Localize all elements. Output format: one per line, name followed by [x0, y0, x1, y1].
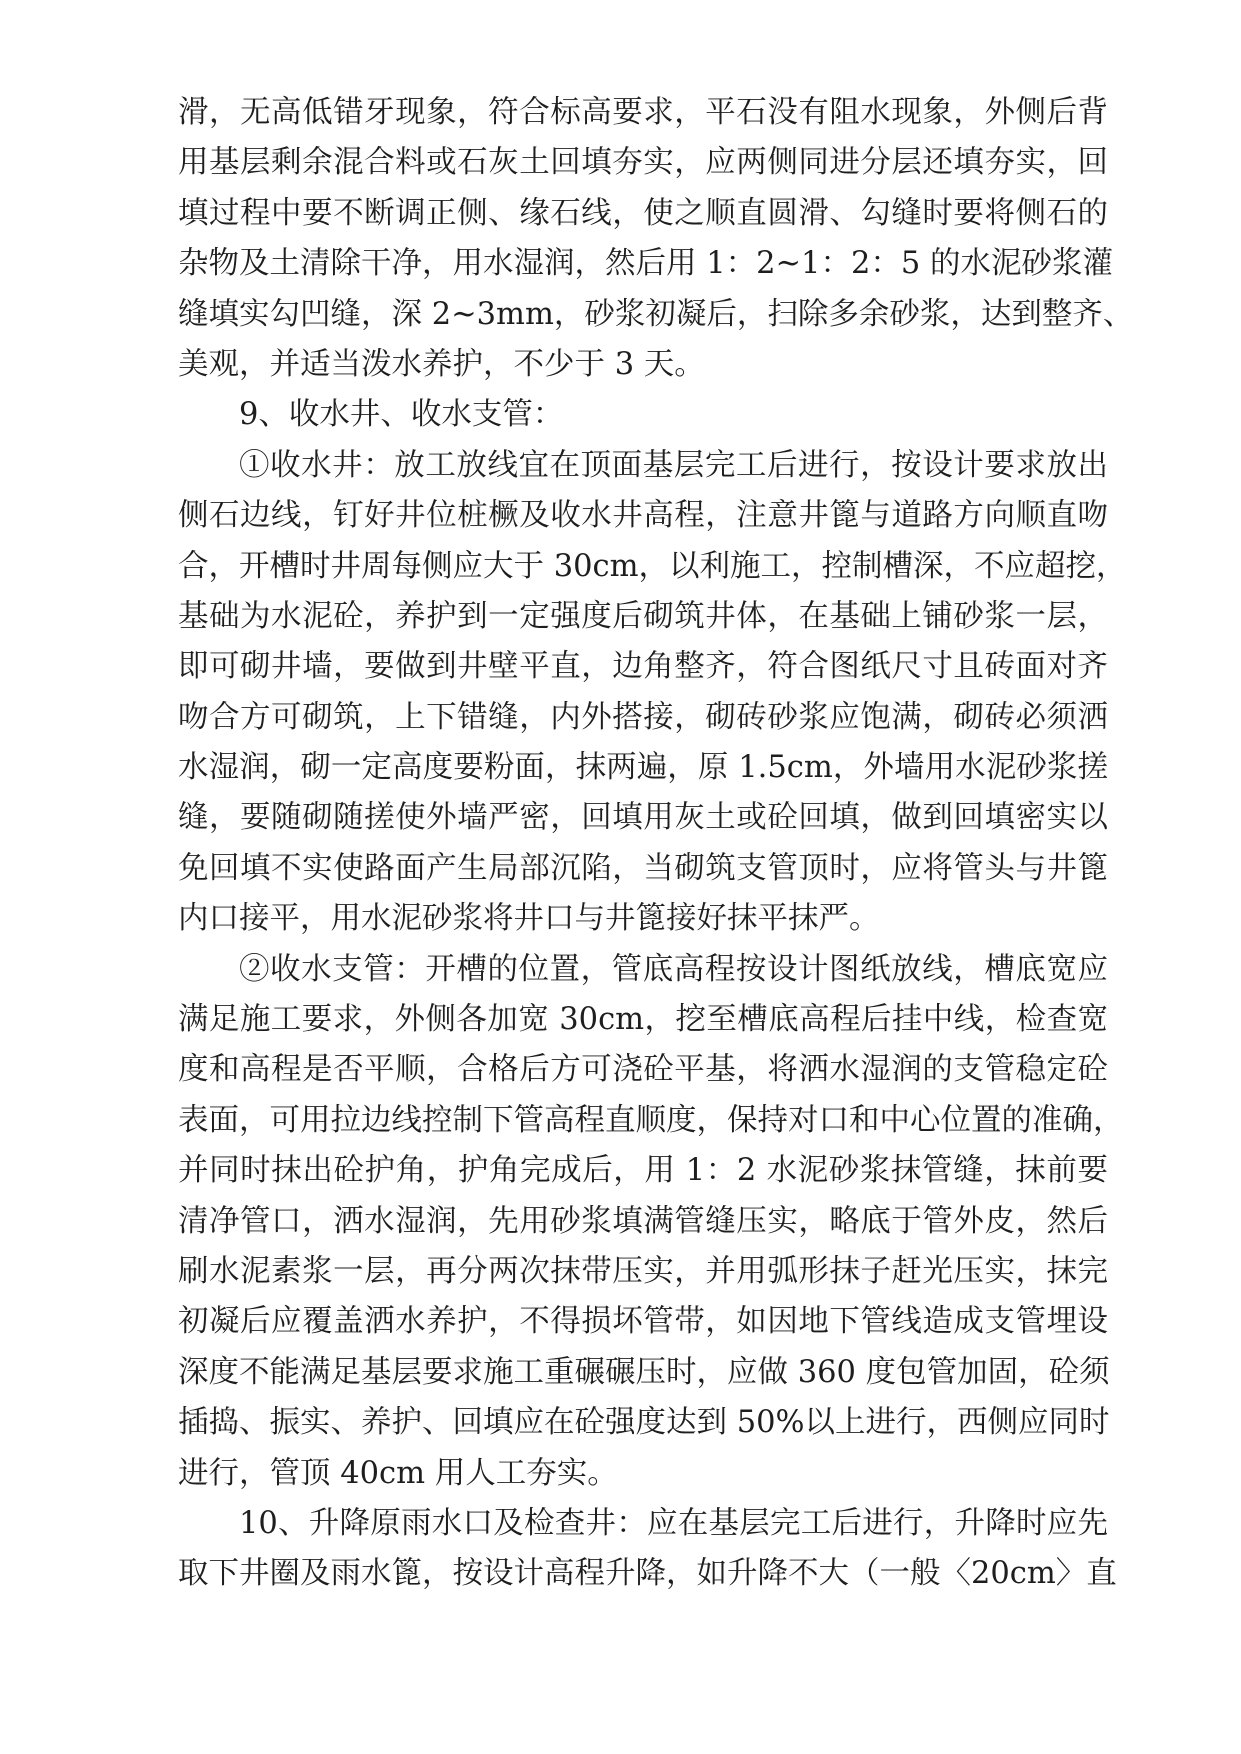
text-line: 缝填实勾凹缝，深 2~3mm，砂浆初凝后，扫除多余砂浆，达到整齐、: [178, 296, 1134, 332]
text-line: 清净管口，洒水湿润，先用砂浆填满管缝压实，略底于管外皮，然后: [178, 1203, 1108, 1239]
text-line: 度和高程是否平顺，合格后方可浇砼平基，将洒水湿润的支管稳定砼: [178, 1052, 1108, 1088]
text-line: 美观，并适当泼水养护，不少于 3 天。: [178, 346, 705, 382]
text-line: 深度不能满足基层要求施工重碾碾压时，应做 360 度包管加固，砼须: [178, 1354, 1110, 1390]
text-line: 用基层剩余混合料或石灰土回填夯实，应两侧同进分层还填夯实，回: [178, 145, 1108, 181]
text-line: 填过程中要不断调正侧、缘石线，使之顺直圆滑、勾缝时要将侧石的: [178, 195, 1108, 231]
text-line: 取下井圈及雨水篦，按设计高程升降，如升降不大（一般〈20cm〉直: [178, 1556, 1117, 1592]
text-line: 缝，要随砌随搓使外墙严密，回填用灰土或砼回填，做到回填密实以: [178, 800, 1108, 836]
section-heading: 10、升降原雨水口及检查井：应在基层完工后进行，升降时应先: [239, 1505, 1108, 1541]
text-line: 免回填不实使路面产生局部沉陷，当砌筑支管顶时，应将管头与井篦: [178, 850, 1108, 886]
text-line: 滑，无高低错牙现象，符合标高要求，平石没有阻水现象，外侧后背: [178, 95, 1108, 130]
text-line: 满足施工要求，外侧各加宽 30cm，挖至槽底高程后挂中线，检查宽: [178, 1002, 1108, 1038]
text-line: 进行，管顶 40cm 用人工夯实。: [178, 1455, 618, 1491]
text-line: 即可砌井墙，要做到井壁平直，边角整齐，符合图纸尺寸且砖面对齐: [178, 649, 1108, 685]
text-line: 杂物及土清除干净，用水湿润，然后用 1：2~1：2：5 的水泥砂浆灌: [178, 246, 1113, 282]
text-line: 基础为水泥砼，养护到一定强度后砌筑井体，在基础上铺砂浆一层，: [178, 598, 1108, 634]
text-line: 内口接平，用水泥砂浆将井口与井篦接好抹平抹严。: [178, 901, 880, 937]
text-line: 表面，可用拉边线控制下管高程直顺度，保持对口和中心位置的准确，: [178, 1102, 1124, 1138]
document-page: [178, 88, 1134, 1600]
text-line: 合，开槽时井周每侧应大于 30cm，以利施工，控制槽深，不应超挖，: [178, 548, 1127, 584]
text-line: 侧石边线，钉好井位桩橛及收水井高程，注意井篦与道路方向顺直吻: [178, 498, 1108, 534]
text-line: 水湿润，砌一定高度要粉面，抹两遍，原 1.5cm，外墙用水泥砂浆搓: [178, 750, 1108, 786]
text-line: 刷水泥素浆一层，再分两次抹带压实，并用弧形抹子赶光压实，抹完: [178, 1253, 1108, 1289]
section-heading: 9、收水井、收水支管：: [239, 397, 564, 433]
text-line: 插捣、振实、养护、回填应在砼强度达到 50%以上进行，西侧应同时: [178, 1405, 1110, 1441]
text-line: ②收水支管：开槽的位置，管底高程按设计图纸放线，槽底宽应: [239, 951, 1108, 987]
text-line: 并同时抹出砼护角，护角完成后，用 1：2 水泥砂浆抹管缝，抹前要: [178, 1153, 1108, 1189]
text-line: ①收水井：放工放线宜在顶面基层完工后进行，按设计要求放出: [239, 447, 1108, 483]
text-line: 初凝后应覆盖洒水养护，不得损坏管带，如因地下管线造成支管埋设: [178, 1304, 1108, 1340]
text-line: 吻合方可砌筑，上下错缝，内外搭接，砌砖砂浆应饱满，砌砖必须洒: [178, 699, 1108, 735]
